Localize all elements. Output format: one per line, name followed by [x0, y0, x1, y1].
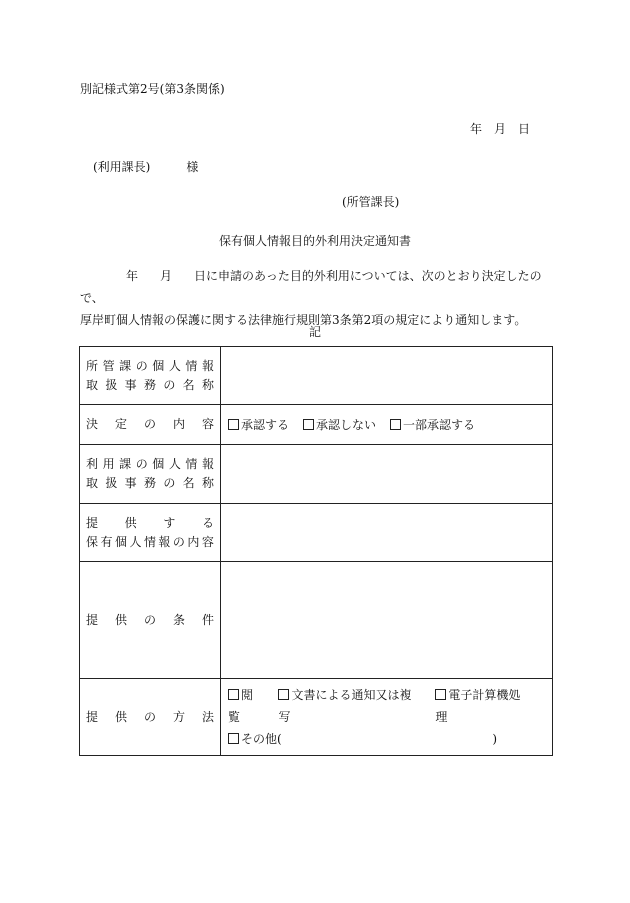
info-content-label-line2 [86, 533, 214, 552]
label-char: 事 [124, 476, 137, 490]
label-char: 内 [172, 417, 185, 431]
method-option-electronic[interactable] [435, 684, 531, 728]
checkbox-icon[interactable] [278, 689, 289, 700]
label-char: 報 [201, 457, 214, 471]
label-char: 管 [102, 358, 115, 373]
decision-label-text [86, 415, 214, 434]
label-char: 提 [86, 612, 99, 627]
checkbox-icon[interactable] [228, 733, 239, 744]
checkbox-icon[interactable] [228, 419, 239, 430]
label-char: 務 [143, 377, 156, 392]
label-char: 取 [86, 377, 99, 392]
method-value [221, 679, 553, 756]
info-content-label [80, 504, 221, 562]
table-row [80, 562, 553, 679]
label-char: 件 [201, 612, 214, 627]
label-char: 個 [114, 534, 127, 549]
label-char: 人 [129, 534, 142, 549]
label-char: 務 [143, 476, 156, 490]
label-char: 情 [143, 534, 156, 549]
table-row [80, 445, 553, 504]
label-char: 定 [114, 417, 127, 431]
option-label: 閲覧 [228, 688, 254, 724]
label-char: 個 [152, 358, 165, 373]
method-label-text [86, 708, 214, 727]
table-row [80, 347, 553, 405]
checkbox-icon[interactable] [228, 689, 239, 700]
user-dept-label [80, 445, 221, 504]
label-char: 所 [86, 358, 99, 373]
label-char: の [172, 534, 185, 549]
owner-dept-label-line2 [86, 376, 214, 395]
label-char: 供 [114, 709, 127, 724]
owner-dept-label [80, 347, 221, 405]
label-char: 事 [124, 377, 137, 392]
option-label: 一部承認する [403, 417, 476, 432]
label-char: 個 [152, 457, 165, 471]
conditions-label-text [86, 611, 214, 630]
option-label: 承認する [241, 417, 290, 432]
label-char: 利 [86, 457, 99, 471]
user-dept-value[interactable] [221, 445, 553, 504]
user-dept-label-line1 [86, 455, 214, 474]
option-label: 承認しない [316, 417, 377, 432]
conditions-label [80, 562, 221, 679]
label-char: 報 [158, 534, 171, 549]
label-char: 取 [86, 476, 99, 490]
label-char: 人 [168, 358, 181, 373]
date-line: 年 月 日 [470, 122, 531, 136]
label-char: 容 [201, 534, 214, 549]
label-char: 提 [86, 709, 99, 724]
label-char: 扱 [105, 476, 118, 490]
method-option-other[interactable] [228, 728, 282, 750]
table-row [80, 679, 553, 756]
checkbox-icon[interactable] [390, 419, 401, 430]
body-line1: 日に申請のあった目的外利用については、次のとおり決定したので、 [80, 269, 542, 305]
body-line2: 厚岸町個人情報の保護に関する法律施行規則第3条第2項の規定により通知します。 [80, 313, 527, 327]
label-char: 容 [201, 417, 214, 431]
label-char: 情 [185, 358, 198, 373]
method-options-line1 [228, 684, 545, 728]
decision-option-approve[interactable] [228, 418, 289, 432]
label-char: 情 [185, 457, 198, 471]
label-char: 課 [119, 358, 132, 373]
label-char: の [135, 457, 148, 471]
label-char: 供 [124, 515, 137, 530]
label-char: 人 [168, 457, 181, 471]
label-char: の [163, 476, 176, 490]
addressee [93, 158, 198, 175]
sender: (所管課長) [342, 195, 400, 209]
label-char: の [143, 417, 156, 431]
document-title: 保有個人情報目的外利用決定通知書 [218, 234, 411, 248]
label-char: 扱 [105, 377, 118, 392]
method-options-line2 [228, 728, 545, 750]
other-paren-close: ) [492, 732, 497, 746]
decision-option-partial[interactable] [390, 418, 475, 432]
label-char: 方 [172, 709, 185, 724]
label-char: 供 [114, 612, 127, 627]
label-char: 名 [182, 377, 195, 392]
label-char: 保 [86, 534, 99, 549]
table-row [80, 405, 553, 445]
conditions-value[interactable] [221, 562, 553, 679]
label-char: の [143, 709, 156, 724]
label-char: る [201, 515, 214, 530]
method-label [80, 679, 221, 756]
option-label: その他( [241, 732, 282, 746]
label-char: す [163, 515, 176, 530]
record-table [79, 346, 553, 756]
table-row [80, 504, 553, 562]
label-char: の [143, 612, 156, 627]
info-content-value[interactable] [221, 504, 553, 562]
label-char: 提 [86, 515, 99, 530]
label-char: の [135, 358, 148, 373]
month-label: 月 [160, 269, 173, 283]
owner-dept-value[interactable] [221, 347, 553, 405]
addressee-name: (利用課長) [93, 160, 151, 174]
option-label: 文書による通知又は複写 [278, 688, 412, 724]
option-label: 電子計算機処理 [435, 688, 521, 724]
method-option-view[interactable] [228, 684, 264, 728]
label-char: 名 [182, 476, 195, 490]
form-number: 別記様式第2号(第3条関係) [80, 82, 225, 96]
decision-label [80, 405, 221, 445]
label-char: 称 [201, 476, 214, 490]
body-text [80, 265, 560, 331]
checkbox-icon[interactable] [303, 419, 314, 430]
label-char: 内 [187, 534, 200, 549]
decision-option-reject[interactable] [303, 418, 376, 432]
checkbox-icon[interactable] [435, 689, 446, 700]
label-char: 称 [201, 377, 214, 392]
user-dept-label-line2 [86, 474, 214, 493]
year-label: 年 [126, 269, 139, 283]
label-char: の [163, 377, 176, 392]
label-char: 報 [201, 358, 214, 373]
label-char: 条 [172, 612, 185, 627]
label-char: 用 [102, 457, 115, 471]
honorific: 様 [186, 160, 199, 174]
method-option-copy[interactable] [278, 684, 421, 728]
info-content-label-line1 [86, 514, 214, 533]
label-char: 決 [86, 417, 99, 431]
owner-dept-label-line1 [86, 357, 214, 376]
decision-value [221, 405, 553, 445]
label-char: 有 [100, 534, 113, 549]
label-char: 課 [119, 457, 132, 471]
label-char: 法 [201, 709, 214, 724]
ki-heading: 記 [308, 325, 321, 339]
